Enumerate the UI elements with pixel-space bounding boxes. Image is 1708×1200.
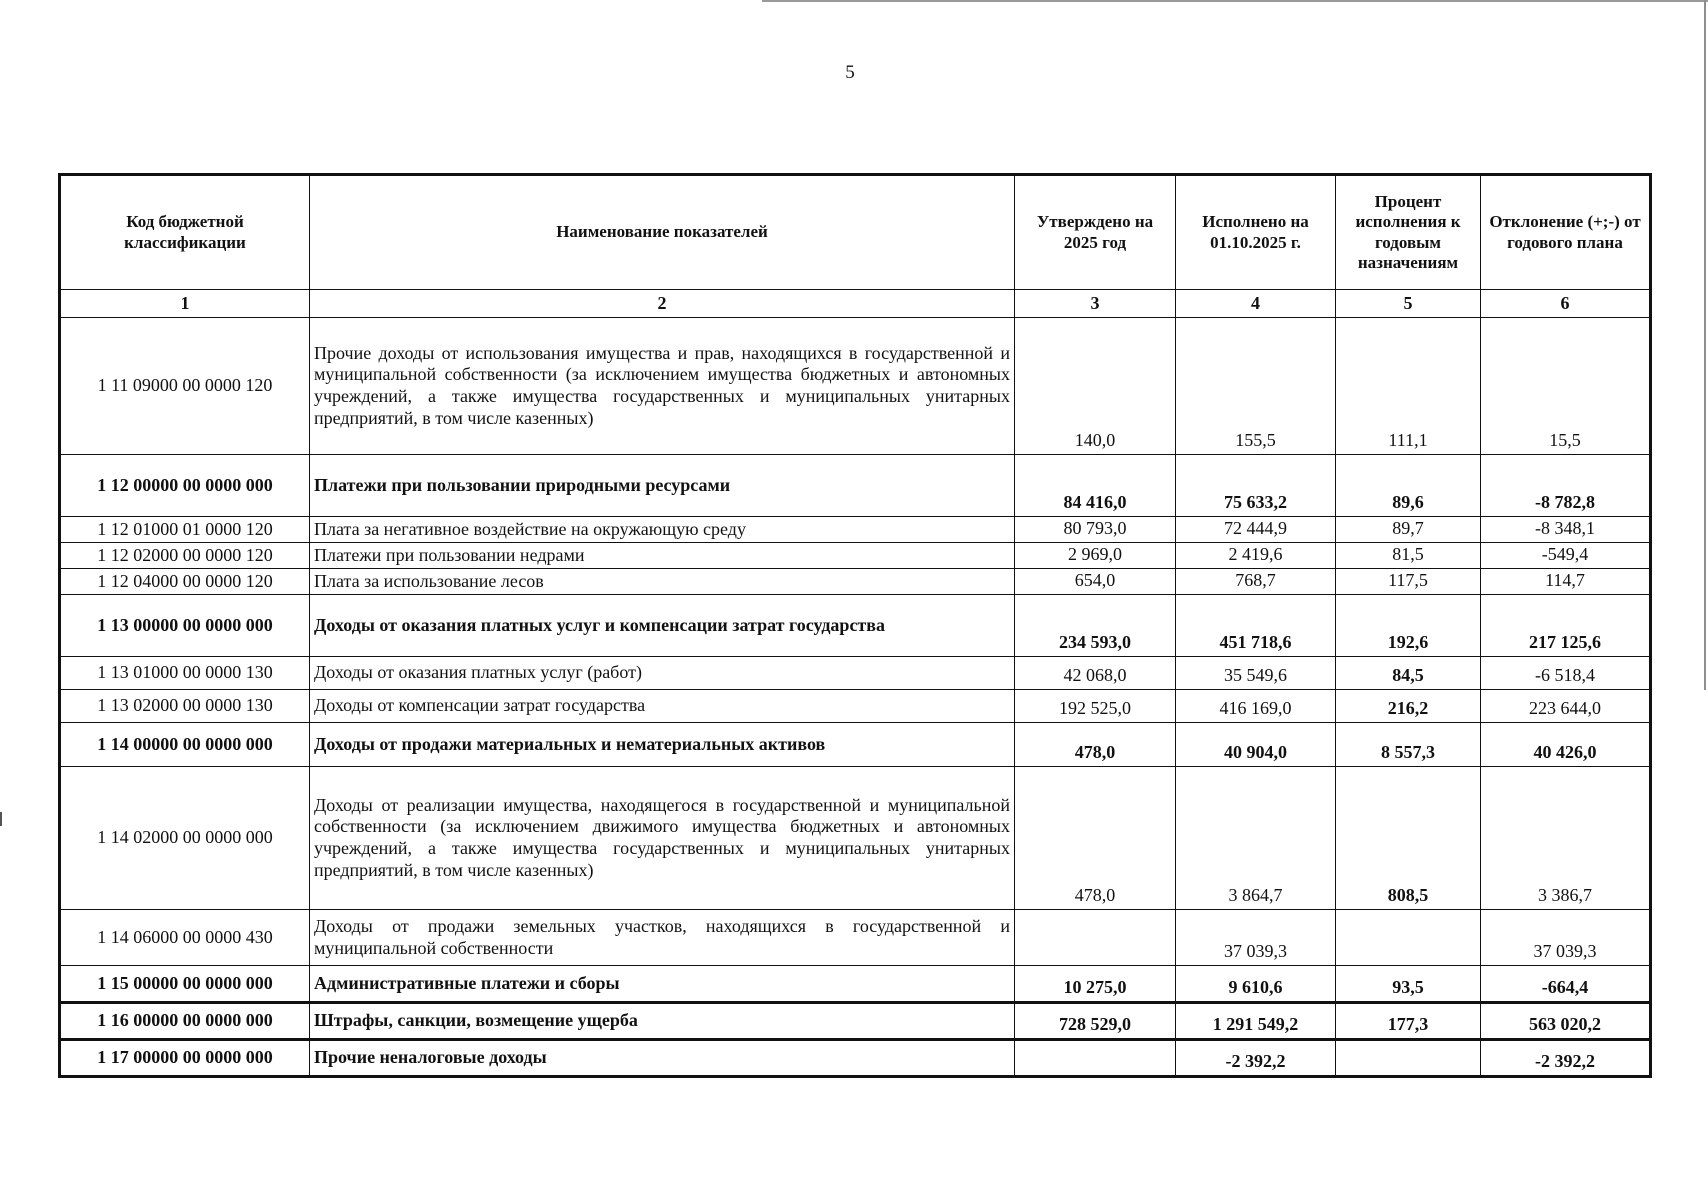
row-percent: 89,6 — [1336, 455, 1481, 517]
table-row — [60, 966, 1651, 1003]
row-name: Доходы от продажи материальных и нематериальных активов — [310, 723, 1015, 767]
row-code: 1 14 02000 00 0000 000 — [60, 767, 310, 910]
row-name: Платежи при пользовании природными ресурсами — [310, 455, 1015, 517]
row-percent: 93,5 — [1336, 966, 1481, 1003]
row-executed: 416 169,0 — [1176, 690, 1336, 723]
row-name: Доходы от продажи земельных участков, находящихся в государственной и муниципальной собственности — [310, 910, 1015, 966]
row-code: 1 13 00000 00 0000 000 — [60, 595, 310, 657]
column-number: 5 — [1336, 290, 1481, 318]
row-approved: 84 416,0 — [1015, 455, 1176, 517]
scan-mark-left — [0, 812, 2, 826]
row-executed: 768,7 — [1176, 569, 1336, 595]
row-percent — [1336, 1040, 1481, 1077]
row-approved: 192 525,0 — [1015, 690, 1176, 723]
header-approved: Утверждено на 2025 год — [1015, 175, 1176, 290]
header-deviation: Отклонение (+;-) от годового плана — [1481, 175, 1651, 290]
scan-edge-right — [1704, 0, 1706, 690]
row-code: 1 15 00000 00 0000 000 — [60, 966, 310, 1003]
row-name: Административные платежи и сборы — [310, 966, 1015, 1003]
row-executed: 3 864,7 — [1176, 767, 1336, 910]
row-code: 1 12 02000 00 0000 120 — [60, 543, 310, 569]
row-percent: 111,1 — [1336, 318, 1481, 455]
table-row — [60, 595, 1651, 657]
row-name: Доходы от оказания платных услуг (работ) — [310, 657, 1015, 690]
budget-table — [58, 173, 1652, 1078]
row-executed: 35 549,6 — [1176, 657, 1336, 690]
table-row — [60, 543, 1651, 569]
header-executed: Исполнено на 01.10.2025 г. — [1176, 175, 1336, 290]
column-number: 1 — [60, 290, 310, 318]
row-deviation: 217 125,6 — [1481, 595, 1651, 657]
column-number: 4 — [1176, 290, 1336, 318]
row-approved: 728 529,0 — [1015, 1003, 1176, 1040]
row-name: Прочие неналоговые доходы — [310, 1040, 1015, 1077]
column-number: 6 — [1481, 290, 1651, 318]
row-executed: 2 419,6 — [1176, 543, 1336, 569]
row-code: 1 14 00000 00 0000 000 — [60, 723, 310, 767]
row-percent: 89,7 — [1336, 517, 1481, 543]
row-percent: 192,6 — [1336, 595, 1481, 657]
row-percent: 8 557,3 — [1336, 723, 1481, 767]
table-row — [60, 910, 1651, 966]
row-deviation: -549,4 — [1481, 543, 1651, 569]
row-deviation: 563 020,2 — [1481, 1003, 1651, 1040]
row-deviation: 114,7 — [1481, 569, 1651, 595]
row-executed: 75 633,2 — [1176, 455, 1336, 517]
table-row — [60, 569, 1651, 595]
row-approved: 2 969,0 — [1015, 543, 1176, 569]
table-row — [60, 690, 1651, 723]
row-code: 1 16 00000 00 0000 000 — [60, 1003, 310, 1040]
row-executed: 1 291 549,2 — [1176, 1003, 1336, 1040]
row-deviation: -2 392,2 — [1481, 1040, 1651, 1077]
row-executed: 451 718,6 — [1176, 595, 1336, 657]
row-code: 1 11 09000 00 0000 120 — [60, 318, 310, 455]
row-code: 1 14 06000 00 0000 430 — [60, 910, 310, 966]
table-row — [60, 657, 1651, 690]
row-name: Доходы от реализации имущества, находящегося в государственной и муниципальной собственности (за исключением движимого имущества бюджетных и автономных учреждений, а также имущества государственных и муниципальных унитарных предприятий, в том числе казенных) — [310, 767, 1015, 910]
row-approved: 10 275,0 — [1015, 966, 1176, 1003]
row-code: 1 13 01000 00 0000 130 — [60, 657, 310, 690]
row-code: 1 12 00000 00 0000 000 — [60, 455, 310, 517]
table-row — [60, 455, 1651, 517]
row-deviation: 223 644,0 — [1481, 690, 1651, 723]
scan-edge-top — [762, 0, 1708, 2]
page-number: 5 — [845, 62, 855, 83]
row-approved: 654,0 — [1015, 569, 1176, 595]
row-approved: 80 793,0 — [1015, 517, 1176, 543]
column-number: 3 — [1015, 290, 1176, 318]
row-approved: 234 593,0 — [1015, 595, 1176, 657]
row-executed: -2 392,2 — [1176, 1040, 1336, 1077]
row-code: 1 13 02000 00 0000 130 — [60, 690, 310, 723]
row-deviation: 15,5 — [1481, 318, 1651, 455]
row-name: Платежи при пользовании недрами — [310, 543, 1015, 569]
row-approved: 478,0 — [1015, 767, 1176, 910]
row-approved — [1015, 1040, 1176, 1077]
row-approved — [1015, 910, 1176, 966]
row-name: Прочие доходы от использования имущества и прав, находящихся в государственной и муниципальной собственности (за исключением имущества бюджетных и автономных учреждений, а также имущества государственных и муниципальных унитарных предприятий, в том числе казенных) — [310, 318, 1015, 455]
row-deviation: -8 348,1 — [1481, 517, 1651, 543]
row-executed: 37 039,3 — [1176, 910, 1336, 966]
row-percent: 808,5 — [1336, 767, 1481, 910]
row-deviation: 3 386,7 — [1481, 767, 1651, 910]
row-name: Доходы от оказания платных услуг и компенсации затрат государства — [310, 595, 1015, 657]
row-deviation: -8 782,8 — [1481, 455, 1651, 517]
row-deviation: -6 518,4 — [1481, 657, 1651, 690]
column-number: 2 — [310, 290, 1015, 318]
row-percent — [1336, 910, 1481, 966]
row-name: Доходы от компенсации затрат государства — [310, 690, 1015, 723]
row-percent: 84,5 — [1336, 657, 1481, 690]
row-approved: 42 068,0 — [1015, 657, 1176, 690]
row-approved: 140,0 — [1015, 318, 1176, 455]
row-executed: 155,5 — [1176, 318, 1336, 455]
header-percent: Процент исполнения к годовым назначениям — [1336, 175, 1481, 290]
row-code: 1 12 04000 00 0000 120 — [60, 569, 310, 595]
row-approved: 478,0 — [1015, 723, 1176, 767]
row-percent: 216,2 — [1336, 690, 1481, 723]
row-percent: 177,3 — [1336, 1003, 1481, 1040]
table-row — [60, 318, 1651, 455]
table-row — [60, 517, 1651, 543]
row-deviation: 37 039,3 — [1481, 910, 1651, 966]
row-percent: 117,5 — [1336, 569, 1481, 595]
row-executed: 72 444,9 — [1176, 517, 1336, 543]
row-percent: 81,5 — [1336, 543, 1481, 569]
row-name: Плата за негативное воздействие на окружающую среду — [310, 517, 1015, 543]
row-executed: 9 610,6 — [1176, 966, 1336, 1003]
table-row — [60, 1003, 1651, 1040]
row-code: 1 12 01000 01 0000 120 — [60, 517, 310, 543]
row-code: 1 17 00000 00 0000 000 — [60, 1040, 310, 1077]
header-code: Код бюджетной классификации — [60, 175, 310, 290]
row-executed: 40 904,0 — [1176, 723, 1336, 767]
row-deviation: 40 426,0 — [1481, 723, 1651, 767]
row-deviation: -664,4 — [1481, 966, 1651, 1003]
table-row — [60, 1040, 1651, 1077]
row-name: Штрафы, санкции, возмещение ущерба — [310, 1003, 1015, 1040]
table-row — [60, 767, 1651, 910]
header-name: Наименование показателей — [310, 175, 1015, 290]
row-name: Плата за использование лесов — [310, 569, 1015, 595]
table-row — [60, 723, 1651, 767]
